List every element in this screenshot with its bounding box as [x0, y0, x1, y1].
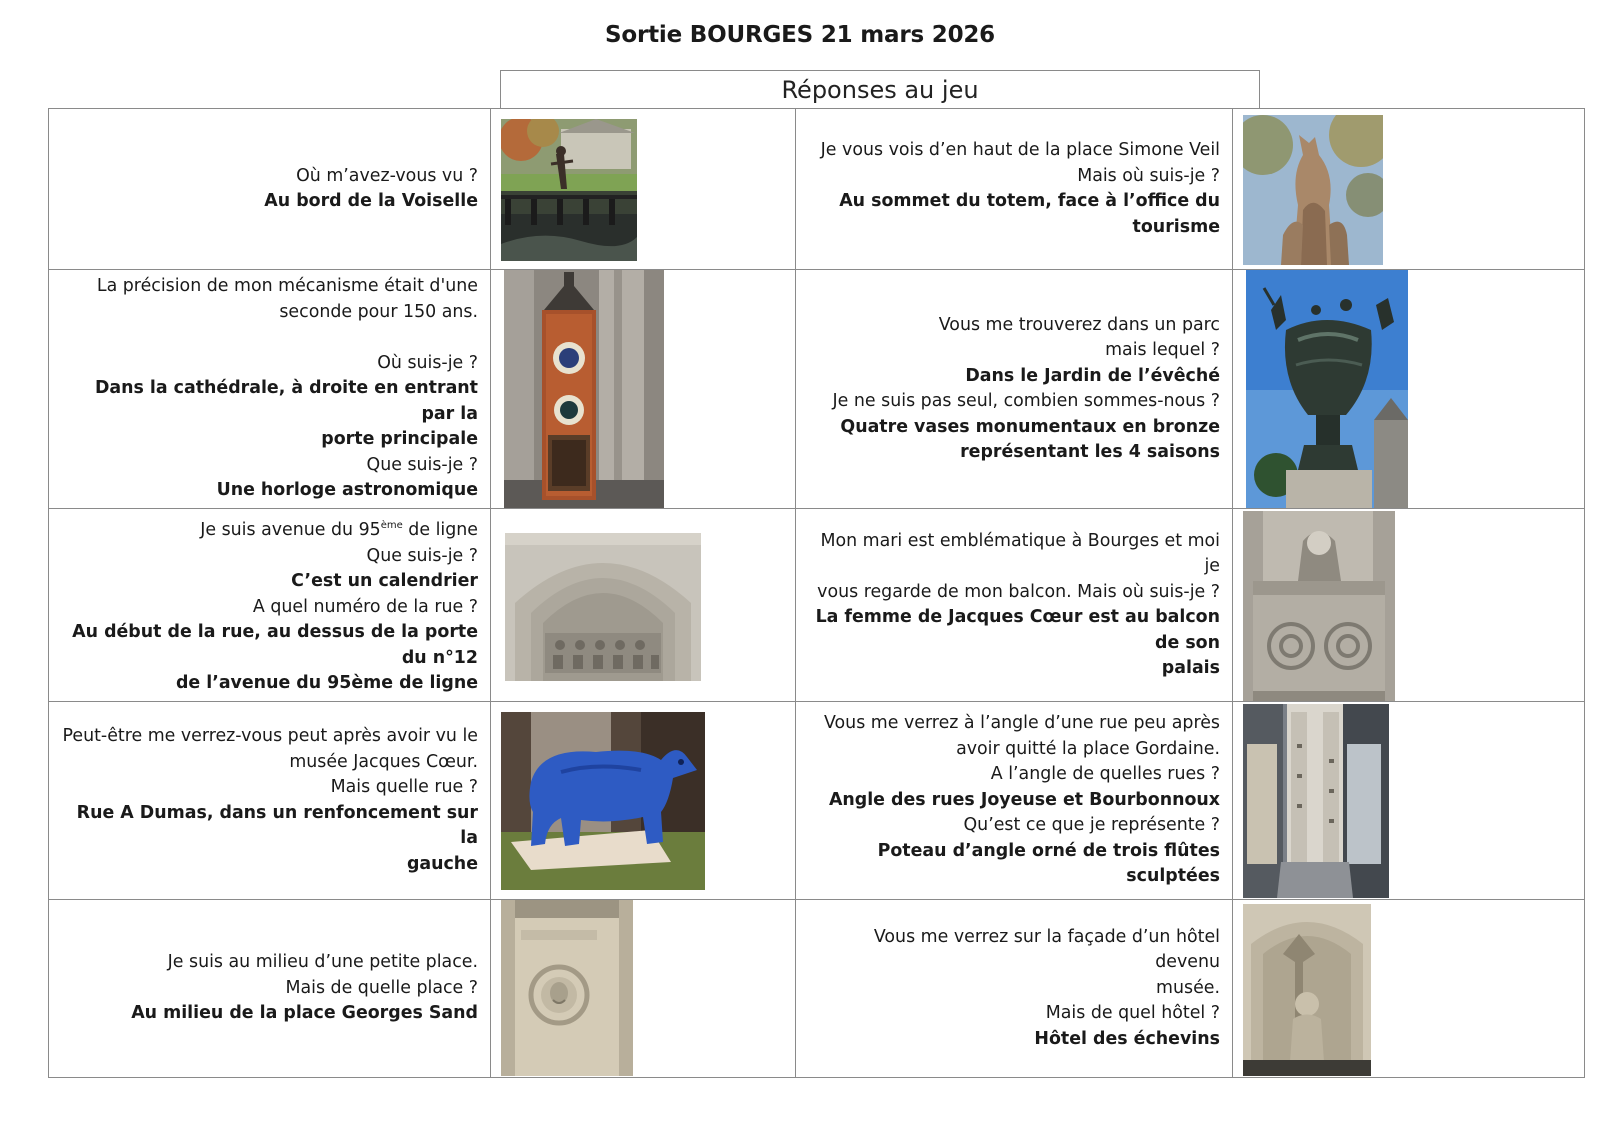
question-line [804, 529, 1220, 580]
line-text: vous regarde de mon balcon. Mais où suis-je ? [817, 581, 1220, 602]
table-row [49, 900, 1585, 1078]
table-row [49, 270, 1585, 509]
line-text: Au bord de la Voiselle [264, 191, 478, 211]
photo-facade-figure [1243, 904, 1371, 1076]
line-text: Mais quelle rue ? [330, 777, 478, 797]
line-text: Que suis-je ? [366, 545, 478, 566]
line-text: Mais de quelle place ? [285, 977, 478, 998]
answer-line [804, 415, 1220, 441]
question-cell [49, 109, 491, 270]
question-cell [49, 270, 491, 509]
answer-line [804, 605, 1220, 656]
question-line [804, 737, 1220, 763]
question-line [57, 750, 478, 776]
answer-line [57, 801, 478, 852]
photo-cell [491, 702, 796, 900]
line-text: La précision de mon mécanisme était d'une [96, 276, 478, 297]
line-text: A quel numéro de la rue ? [252, 596, 478, 617]
answer-line [57, 1001, 478, 1027]
answer-line [804, 839, 1220, 890]
question-line [804, 164, 1220, 190]
line-text: Mais où suis-je ? [1077, 165, 1220, 186]
answer-line [57, 478, 478, 504]
line-text: Dans le Jardin de l’évêché [965, 365, 1220, 386]
question-cell [796, 270, 1233, 509]
table-row [49, 109, 1585, 270]
photo-totem-top [1243, 115, 1383, 265]
answer-line [57, 852, 478, 878]
question-line [804, 813, 1220, 839]
line-text: C’est un calendrier [291, 571, 478, 592]
question-line [57, 164, 478, 190]
line-text: représentant les 4 saisons [960, 442, 1220, 462]
question-line [804, 762, 1220, 788]
answer-line [804, 788, 1220, 814]
question-line [57, 950, 478, 976]
answer-line [57, 189, 478, 215]
question-cell [49, 702, 491, 900]
question-cell [796, 900, 1233, 1078]
question-line [57, 544, 478, 570]
line-text: Vous me verrez à l’angle d’une rue peu après [824, 713, 1220, 734]
line-text: Mais de quel hôtel ? [1045, 1003, 1220, 1024]
answer-line [57, 620, 478, 671]
line-text: seconde pour 150 ans. [279, 301, 478, 322]
line-text: gauche [406, 853, 478, 874]
page-title: Sortie BOURGES 21 mars 2026 [605, 22, 995, 48]
line-text: Quatre vases monumentaux en bronze [840, 416, 1220, 437]
question-line [57, 300, 478, 326]
line-text: Que suis-je ? [366, 454, 478, 475]
line-text: A l’angle de quelles rues ? [990, 764, 1220, 785]
question-line [804, 580, 1220, 606]
photo-carved-calendar [505, 533, 701, 681]
line-text: Rue A Dumas, dans un renfoncement sur la [76, 802, 478, 848]
line-text: Je vous vois d’en haut de la place Simone Veil [820, 140, 1220, 160]
line-text: de ligne [402, 520, 478, 541]
photo-cell [1233, 109, 1585, 270]
line-text: de l’avenue du 95ème de ligne [175, 673, 478, 694]
line-text: Je suis avenue du 95 [200, 520, 381, 541]
line-text: Une horloge astronomique [216, 480, 478, 501]
photo-statue-by-river [501, 119, 637, 261]
photo-balcony-sculpture [1243, 511, 1395, 701]
question-cell [49, 509, 491, 702]
question-line [57, 775, 478, 801]
question-cell [49, 900, 491, 1078]
question-line [804, 925, 1220, 976]
table-subheading: Réponses au jeu [500, 70, 1260, 108]
superscript: ème [380, 520, 403, 532]
answer-line [804, 364, 1220, 390]
line-text: palais [1161, 658, 1220, 678]
answer-line [57, 671, 478, 697]
answer-line [57, 427, 478, 453]
question-cell [796, 509, 1233, 702]
line-text: avoir quitté la place Gordaine. [956, 738, 1220, 759]
question-line [804, 138, 1220, 164]
line-text: Où suis-je ? [377, 352, 478, 373]
line-text: Je ne suis pas seul, combien sommes-nous ? [832, 391, 1220, 411]
photo-cell [1233, 270, 1585, 509]
photo-medallion-stone [501, 900, 633, 1076]
photo-cell [491, 270, 796, 509]
line-text: Vous me verrez sur la façade d’un hôtel devenu [873, 926, 1220, 973]
line-text: Peut-être me verrez-vous peut après avoir vu le [62, 726, 478, 746]
photo-bronze-vase [1246, 270, 1408, 508]
line-text: Je suis au milieu d’une petite place. [167, 952, 478, 973]
answer-line [57, 376, 478, 427]
table-row [49, 509, 1585, 702]
photo-astronomical-clock [504, 270, 664, 508]
question-line [804, 338, 1220, 364]
photo-cell [1233, 509, 1585, 702]
answers-table [48, 108, 1585, 1078]
line-text: Mon mari est emblématique à Bourges et moi je [820, 530, 1220, 576]
photo-corner-post [1243, 704, 1389, 898]
question-line [804, 313, 1220, 339]
question-line [57, 351, 478, 377]
question-line [804, 389, 1220, 415]
line-text: musée. [1156, 977, 1220, 998]
question-cell [796, 109, 1233, 270]
question-cell [796, 702, 1233, 900]
question-line [57, 274, 478, 300]
line-text: mais lequel ? [1105, 340, 1220, 360]
photo-blue-bear [501, 712, 705, 890]
question-line [57, 724, 478, 750]
answer-line [804, 656, 1220, 682]
question-line [57, 513, 478, 543]
question-line [57, 453, 478, 479]
line-text: Qu’est ce que je représente ? [963, 815, 1220, 836]
line-text: Angle des rues Joyeuse et Bourbonnoux [828, 789, 1220, 810]
photo-cell [491, 109, 796, 270]
answer-line [57, 569, 478, 595]
table-row [49, 702, 1585, 900]
question-line [804, 1001, 1220, 1027]
photo-cell [1233, 900, 1585, 1078]
answer-line [804, 189, 1220, 240]
line-text: Au milieu de la place Georges Sand [131, 1003, 478, 1024]
photo-cell [491, 900, 796, 1078]
question-line [57, 976, 478, 1002]
answer-line [804, 1027, 1220, 1053]
line-text: Poteau d’angle orné de trois flûtes sculptées [877, 840, 1220, 887]
line-text: Au début de la rue, au dessus de la porte du n°12 [72, 622, 478, 668]
line-text: La femme de Jacques Cœur est au balcon de son [815, 607, 1220, 653]
answer-line [804, 440, 1220, 466]
line-text: musée Jacques Cœur. [289, 751, 478, 772]
question-line [804, 711, 1220, 737]
line-text: Où m’avez-vous vu ? [296, 165, 478, 186]
line-text: Vous me trouverez dans un parc [938, 314, 1220, 335]
question-line [57, 325, 478, 351]
line-text: Hôtel des échevins [1034, 1028, 1220, 1049]
question-line [57, 595, 478, 621]
question-line [804, 976, 1220, 1002]
line-text: porte principale [321, 429, 478, 450]
line-text: Dans la cathédrale, à droite en entrant par la [94, 378, 478, 424]
line-text: Au sommet du totem, face à l’office du tourisme [839, 191, 1220, 237]
photo-cell [1233, 702, 1585, 900]
photo-cell [491, 509, 796, 702]
